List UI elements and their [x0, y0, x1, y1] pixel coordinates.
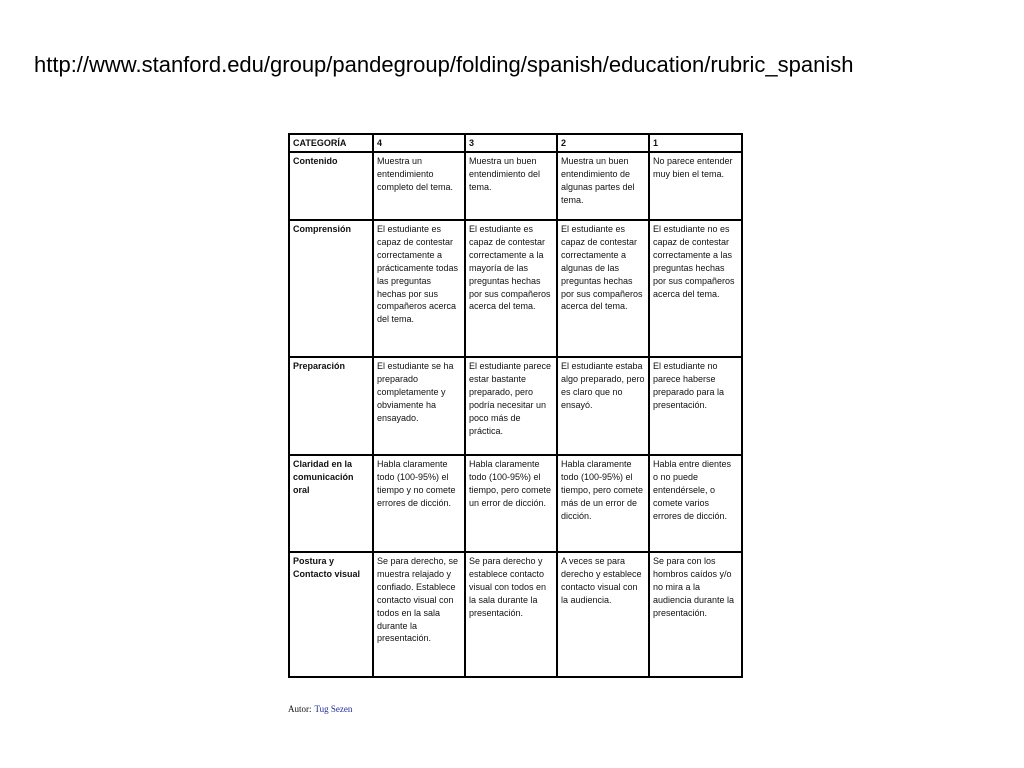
source-url: http://www.stanford.edu/group/pandegroup/folding/spanish/education/rubric_spanish [34, 52, 854, 77]
rubric-cell: El estudiante es capaz de contestar correctamente a algunas de las preguntas hechas por sus compañeros acerca del tema. [557, 220, 649, 357]
row-category: Contenido [289, 152, 373, 220]
header-score-1: 1 [649, 134, 742, 152]
rubric-cell: El estudiante se ha preparado completamente y obviamente ha ensayado. [373, 357, 465, 455]
table-row [289, 455, 742, 552]
rubric-cell: Habla claramente todo (100-95%) el tiempo, pero comete un error de dicción. [465, 455, 557, 552]
rubric-cell: El estudiante no es capaz de contestar correctamente a las preguntas hechas por sus compañeros acerca del tema. [649, 220, 742, 357]
rubric-cell: No parece entender muy bien el tema. [649, 152, 742, 220]
author-label: Autor: [288, 704, 312, 714]
rubric-cell: Se para con los hombros caídos y/o no mira a la audiencia durante la presentación. [649, 552, 742, 677]
rubric-table [288, 133, 743, 678]
rubric-cell: A veces se para derecho y establece contacto visual con la audiencia. [557, 552, 649, 677]
rubric-cell: El estudiante no parece haberse preparado para la presentación. [649, 357, 742, 455]
rubric-cell: Se para derecho, se muestra relajado y confiado. Establece contacto visual con todos en la sala durante la presentación. [373, 552, 465, 677]
table-row [289, 357, 742, 455]
rubric-cell: Habla entre dientes o no puede entendérsele, o comete varios errores de dicción. [649, 455, 742, 552]
rubric-cell: Muestra un entendimiento completo del tema. [373, 152, 465, 220]
header-score-2: 2 [557, 134, 649, 152]
row-category: Claridad en la comunicación oral [289, 455, 373, 552]
rubric-cell: Habla claramente todo (100-95%) el tiempo, pero comete más de un error de dicción. [557, 455, 649, 552]
rubric-cell: El estudiante es capaz de contestar correctamente a la mayoría de las preguntas hechas por sus compañeros acerca del tema. [465, 220, 557, 357]
rubric-cell: El estudiante parece estar bastante preparado, pero podría necesitar un poco más de práctica. [465, 357, 557, 455]
author-name: Tug Sezen [314, 704, 353, 714]
header-category: CATEGORÍA [289, 134, 373, 152]
row-category: Preparación [289, 357, 373, 455]
header-score-4: 4 [373, 134, 465, 152]
rubric-cell: Habla claramente todo (100-95%) el tiempo y no comete errores de dicción. [373, 455, 465, 552]
table-row [289, 220, 742, 357]
row-category: Postura y Contacto visual [289, 552, 373, 677]
rubric-cell: Muestra un buen entendimiento del tema. [465, 152, 557, 220]
rubric-header-row [289, 134, 742, 152]
rubric-cell: Se para derecho y establece contacto visual con todos en la sala durante la presentación. [465, 552, 557, 677]
table-row [289, 552, 742, 677]
rubric-cell: El estudiante estaba algo preparado, pero es claro que no ensayó. [557, 357, 649, 455]
author-credit [288, 704, 352, 714]
table-row [289, 152, 742, 220]
header-score-3: 3 [465, 134, 557, 152]
rubric-cell: Muestra un buen entendimiento de algunas partes del tema. [557, 152, 649, 220]
row-category: Comprensión [289, 220, 373, 357]
rubric-cell: El estudiante es capaz de contestar correctamente a prácticamente todas las preguntas hechas por sus compañeros acerca del tema. [373, 220, 465, 357]
